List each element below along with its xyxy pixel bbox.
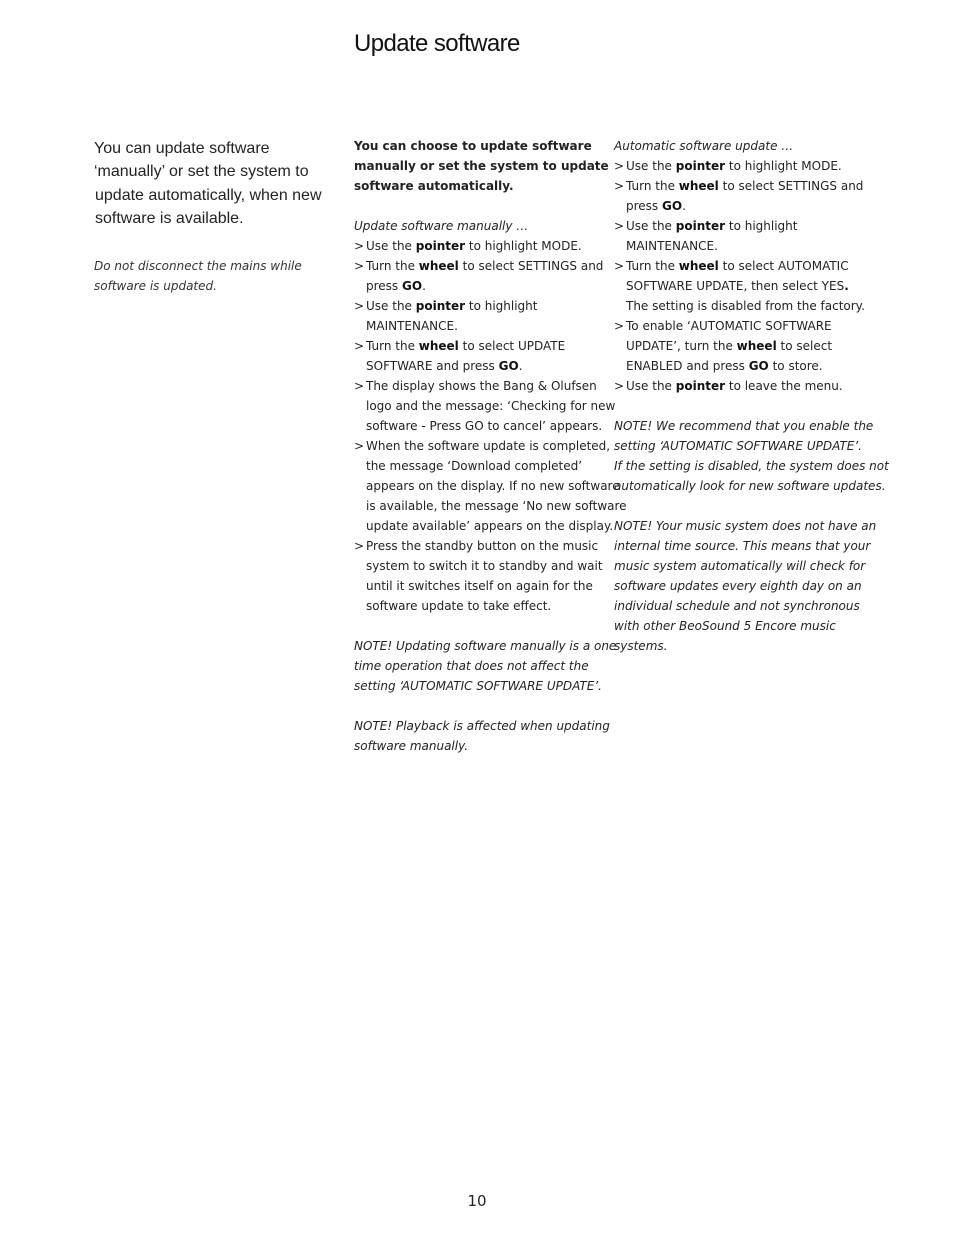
intro-text (94, 137, 334, 230)
intro-line: software is available. (95, 209, 244, 227)
manual-step-5: > The display shows the Bang & Olufsen logo and the message: ‘Checking for new software - Press GO to cancel’ appears. (354, 376, 604, 436)
arrow-bullet: > (614, 319, 625, 333)
arrow-bullet: > (614, 179, 625, 193)
manual-heading: Update software manually … (354, 219, 529, 233)
arrow-bullet: > (614, 259, 625, 273)
manual-step-1: > Use the pointer to highlight MODE. (354, 236, 604, 256)
auto-note-recommend: NOTE! We recommend that you enable the setting ‘AUTOMATIC SOFTWARE UPDATE’. If the setting is disabled, the system does not automatically look for new software updates. (614, 419, 889, 493)
automatic-heading: Automatic software update … (614, 139, 794, 153)
manual-step-4: > Turn the wheel to select UPDATE SOFTWARE and press GO. (354, 336, 604, 376)
factory-default-note: The setting is disabled from the factory. (626, 299, 865, 313)
intro-line: You can update software (94, 140, 270, 157)
manual-step-7: > Press the standby button on the music system to switch it to standby and wait until it switches itself on again for the software update to take effect. (354, 536, 604, 616)
arrow-bullet: > (614, 219, 625, 233)
auto-step-2: > Turn the wheel to select SETTINGS and press GO. (614, 176, 869, 216)
manual-step-2: > Turn the wheel to select SETTINGS and press GO. (354, 256, 604, 296)
auto-step-5: > To enable ‘AUTOMATIC SOFTWARE UPDATE’, turn the wheel to select ENABLED and press GO to store. (614, 316, 869, 376)
warning-line: software is updated. (94, 279, 217, 294)
page-number: 10 (467, 1192, 487, 1210)
arrow-bullet: > (354, 299, 365, 313)
manual-step-3: > Use the pointer to highlight MAINTENANCE. (354, 296, 604, 336)
page-title: Update software (354, 30, 520, 57)
arrow-bullet: > (354, 439, 365, 453)
arrow-bullet: > (614, 379, 625, 393)
arrow-bullet: > (354, 239, 365, 253)
auto-step-3: > Use the pointer to highlight MAINTENANCE. (614, 216, 869, 256)
automatic-update-column (614, 136, 889, 656)
lead-line: You can choose to update software (354, 139, 592, 153)
lead-line: software automatically. (354, 179, 514, 193)
auto-note-time-source: NOTE! Your music system does not have an internal time source. This means that your music system automatically will check for software updates every eighth day on an individual schedule and not synchronous with other BeoSound 5 Encore music systems. (614, 519, 877, 653)
warning-line: Do not disconnect the mains while (94, 259, 302, 274)
auto-step-1: > Use the pointer to highlight MODE. (614, 156, 869, 176)
manual-note-one-time: NOTE! Updating software manually is a one time operation that does not affect the setting ‘AUTOMATIC SOFTWARE UPDATE’. (354, 639, 617, 693)
lead-line: manually or set the system to update (354, 159, 609, 173)
manual-step-6: > When the software update is completed, the message ‘Download completed’ appears on the display. If no new software is available, the message ‘No new software update available’ appears on the display. (354, 436, 604, 536)
intro-line: update automatically, when new (95, 186, 322, 204)
mains-warning (94, 256, 334, 296)
arrow-bullet: > (354, 339, 365, 353)
manual-note-playback: NOTE! Playback is affected when updating software manually. (354, 719, 610, 753)
arrow-bullet: > (354, 259, 365, 273)
arrow-bullet: > (354, 539, 365, 553)
auto-step-4: > Turn the wheel to select AUTOMATIC SOFTWARE UPDATE, then select YES. (614, 256, 869, 296)
auto-step-6: > Use the pointer to leave the menu. (614, 376, 869, 396)
intro-column (94, 137, 334, 296)
manual-update-column (354, 136, 627, 756)
arrow-bullet: > (354, 379, 365, 393)
arrow-bullet: > (614, 159, 625, 173)
intro-line: ‘manually’ or set the system to (94, 163, 309, 181)
